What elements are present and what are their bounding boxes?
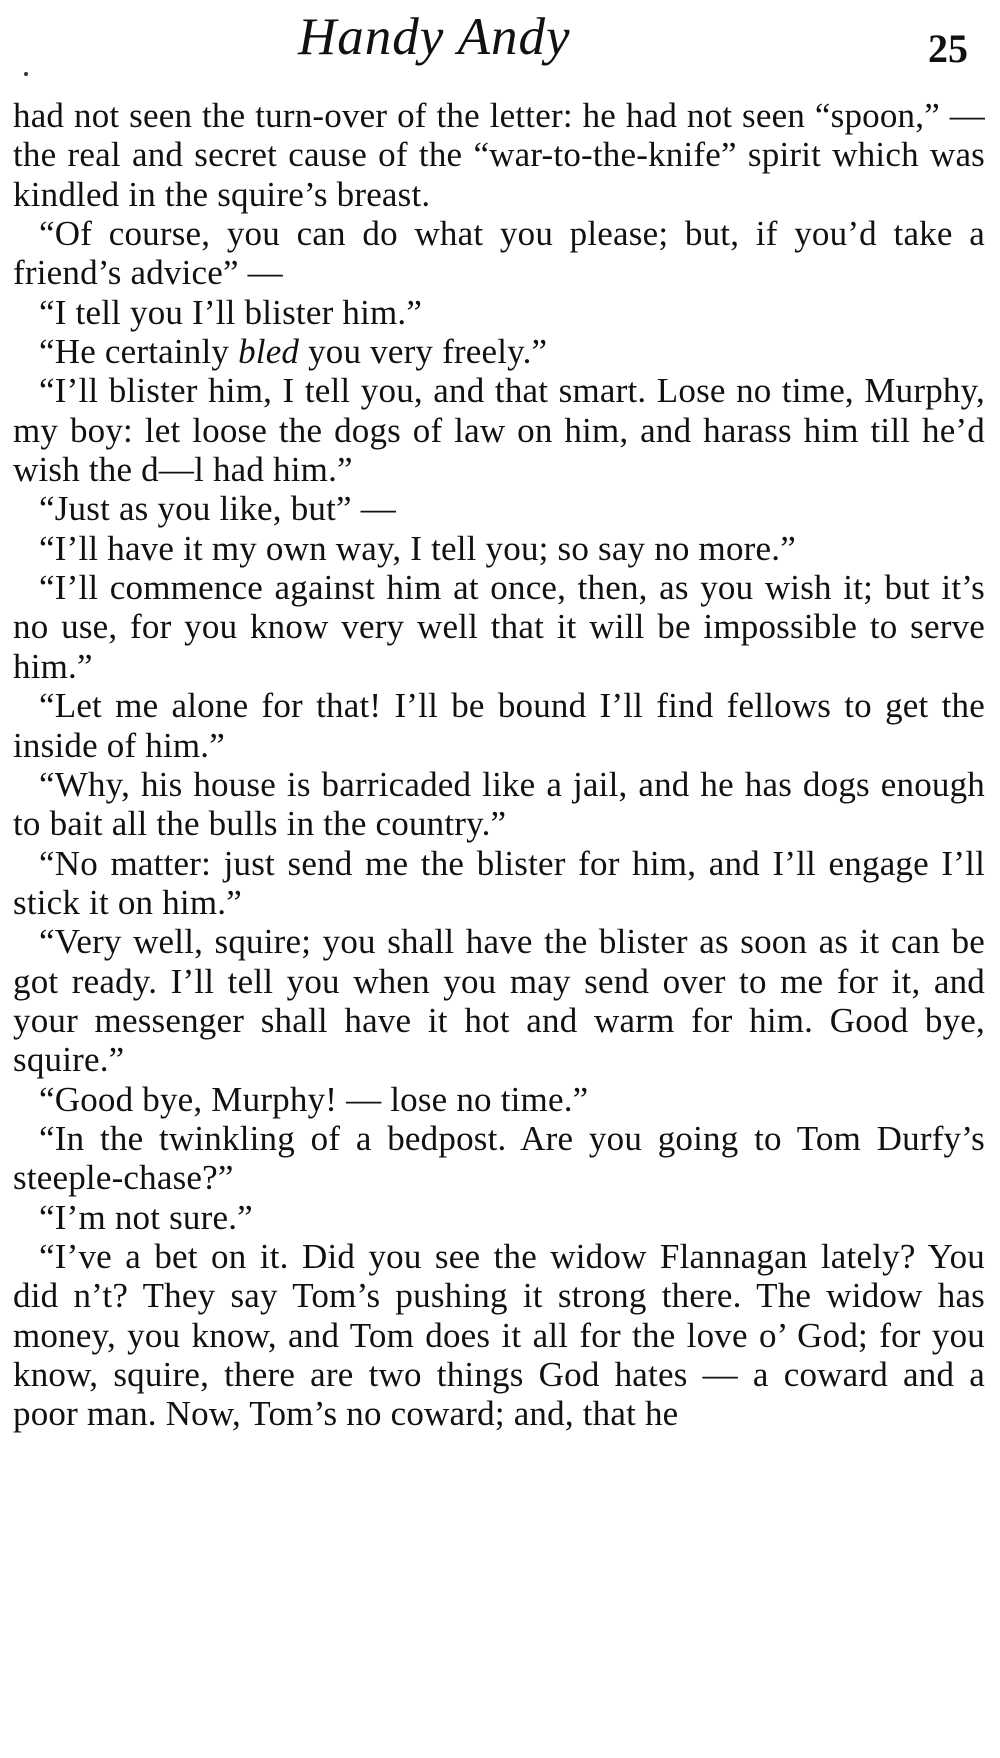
paragraph: “I’m not sure.” (39, 1197, 253, 1237)
paragraph: “I’ll blister him, I tell you, and that smart. Lose no time, Murphy, my boy: let loose the dogs of law on him, and harass him till he’d wish the d—l had him.” (13, 371, 985, 490)
paragraph: “Let me alone for that! I’ll be bound I’ll find fellows to get the inside of him.” (13, 686, 985, 765)
paragraph: “I tell you I’ll blister him.” (39, 292, 423, 332)
text-run: “He certainly (39, 332, 239, 372)
page-number: 25 (928, 26, 968, 71)
print-speck (24, 72, 28, 76)
paragraph (13, 332, 985, 371)
paragraph: “Why, his house is barricaded like a jail, and he has dogs enough to bait all the bulls in the country.” (13, 764, 985, 844)
paragraph: “I’ve a bet on it. Did you see the widow Flannagan lately? You did n’t? They say Tom’s pushing it strong there. The widow has money, you know, and Tom does it all for the love o’ God; for you know, squire, there are two things God hates — a coward and a poor man. Now, Tom’s no coward; and, that he (13, 1236, 985, 1434)
page-header (0, 0, 1000, 92)
text-run: you very freely.” (299, 332, 548, 372)
paragraph: “In the twinkling of a bedpost. Are you going to Tom Durfy’s steeple-chase?” (13, 1118, 985, 1198)
paragraph: “Of course, you can do what you please; but, if you’d take a friend’s advice” — (13, 214, 985, 293)
body-text (13, 96, 985, 1434)
paragraph: “Just as you like, but” — (39, 489, 396, 529)
paragraph: “Very well, squire; you shall have the blister as soon as it can be got ready. I’ll tell you when you may send over to me for it, and your messenger shall have it hot and warm for him. Good bye, squire.” (13, 922, 985, 1080)
paragraph: “No matter: just send me the blister for him, and I’ll engage I’ll stick it on him.” (13, 843, 985, 922)
emphasized-word: bled (238, 332, 300, 372)
paragraph: “I’ll commence against him at once, then, as you wish it; but it’s no use, for you know very well that it will be impossible to serve him.” (13, 568, 985, 686)
paragraph: had not seen the turn-over of the letter: he had not seen “spoon,” — the real and secret cause of the “war-to-the-knife” spirit which was kindled in the squire’s breast. (13, 96, 985, 214)
paragraph: “Good bye, Murphy! — lose no time.” (39, 1079, 589, 1119)
paragraph: “I’ll have it my own way, I tell you; so say no more.” (39, 528, 796, 568)
running-title: Handy Andy (298, 8, 571, 66)
